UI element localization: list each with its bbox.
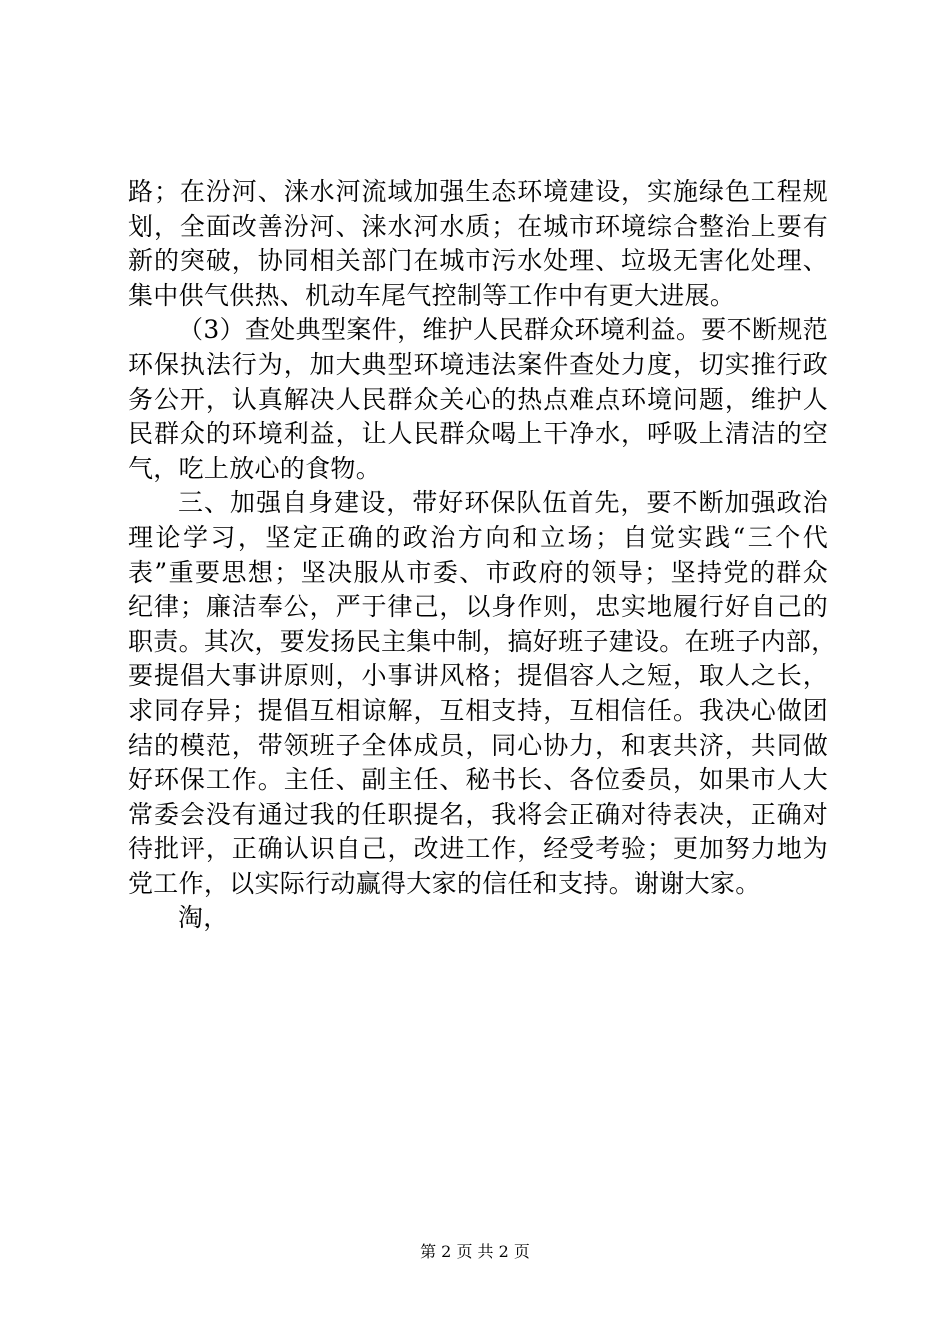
text-line: 理论学习，坚定正确的政治方向和立场；自觉实践“三个代 xyxy=(128,522,828,552)
text-line: 划，全面改善汾河、涞水河水质；在城市环境综合整治上要有 xyxy=(128,211,828,241)
body-text xyxy=(128,175,837,936)
text-line: 表”重要思想；坚决服从市委、市政府的领导；坚持党的群众 xyxy=(128,557,828,587)
text-line: 职责。其次，要发扬民主集中制，搞好班子建设。在班子内部， xyxy=(128,626,837,656)
text-line: 集中供气供热、机动车尾气控制等工作中有更大进展。 xyxy=(128,280,736,310)
text-line: 淘， xyxy=(178,903,229,933)
text-line: 党工作，以实际行动赢得大家的信任和支持。谢谢大家。 xyxy=(128,868,761,898)
text-line: 路；在汾河、涞水河流域加强生态环境建设，实施绿色工程规 xyxy=(128,177,828,206)
text-line: 气，吃上放心的食物。 xyxy=(128,453,382,483)
text-line: 务公开，认真解决人民群众关心的热点难点环境问题，维护人 xyxy=(128,384,828,414)
text-line: 要提倡大事讲原则，小事讲风格；提倡容人之短，取人之长， xyxy=(128,661,828,691)
page-footer: 第 2 页 共 2 页 xyxy=(420,1242,530,1261)
text-line: （3）查处典型案件，维护人民群众环境利益。要不断规范 xyxy=(178,315,828,345)
text-line: 民群众的环境利益，让人民群众喝上干净水，呼吸上清洁的空 xyxy=(128,419,828,449)
text-line: 新的突破，协同相关部门在城市污水处理、垃圾无害化处理、 xyxy=(128,246,828,276)
text-line: 求同存异；提倡互相谅解，互相支持，互相信任。我决心做团 xyxy=(128,695,828,725)
text-line: 待批评，正确认识自己，改进工作，经受考验；更加努力地为 xyxy=(128,834,828,864)
text-line: 结的模范，带领班子全体成员，同心协力，和衷共济，共同做 xyxy=(128,730,828,760)
text-line: 三、加强自身建设，带好环保队伍首先，要不断加强政治 xyxy=(178,488,828,518)
text-line: 环保执法行为，加大典型环境违法案件查处力度，切实推行政 xyxy=(128,349,828,379)
text-line: 常委会没有通过我的任职提名，我将会正确对待表决，正确对 xyxy=(128,799,828,829)
text-line: 纪律；廉洁奉公，严于律己，以身作则，忠实地履行好自己的 xyxy=(128,592,828,622)
text-line: 好环保工作。主任、副主任、秘书长、各位委员，如果市人大 xyxy=(128,765,828,795)
